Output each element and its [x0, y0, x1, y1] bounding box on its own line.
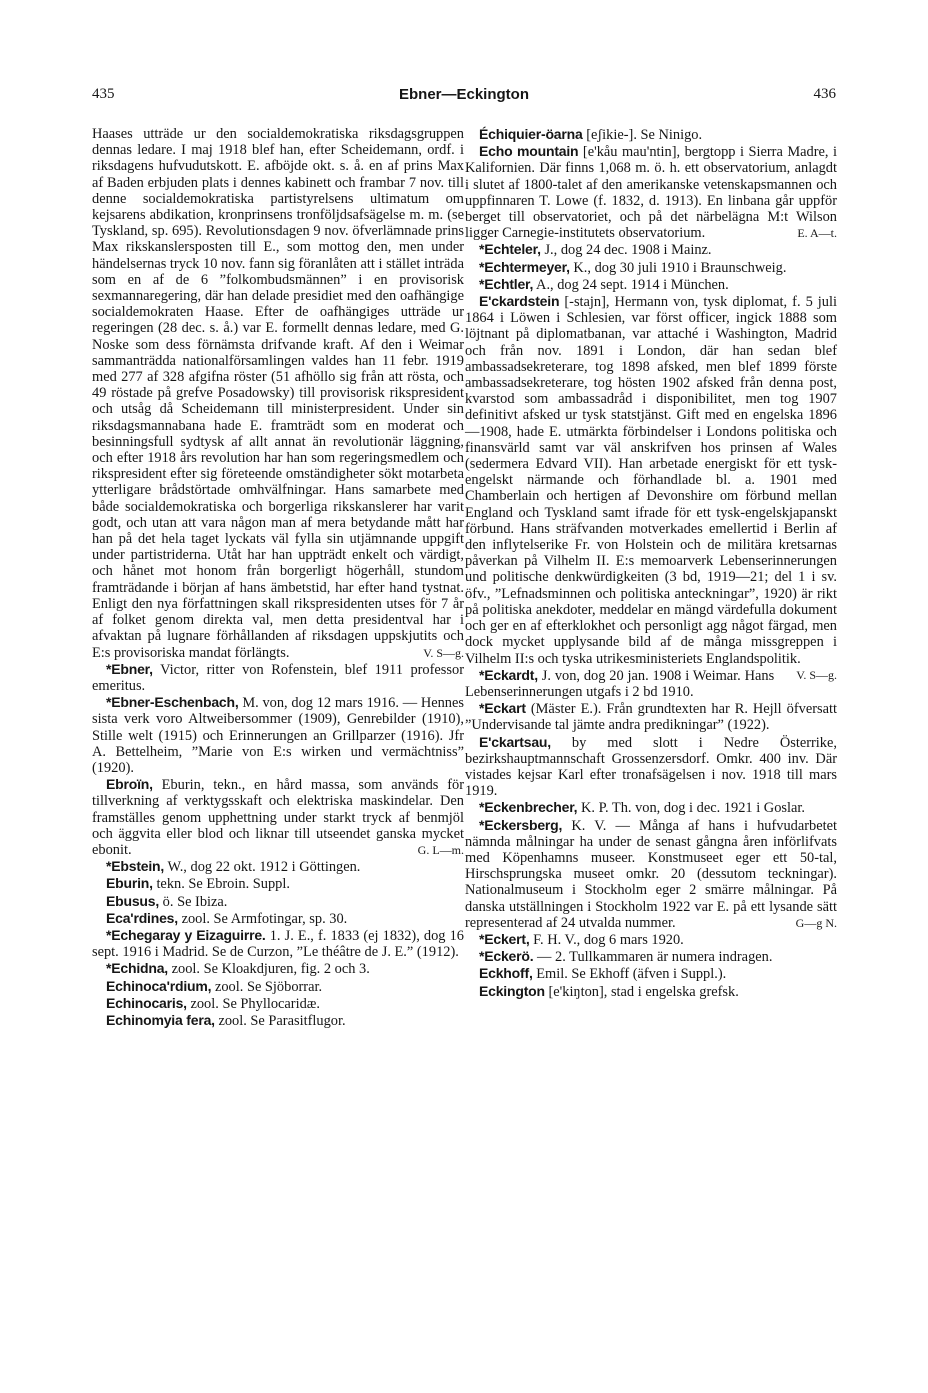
dictionary-entry: [92, 927, 464, 960]
dictionary-entry: [92, 858, 464, 875]
dictionary-entry: [92, 694, 464, 776]
dictionary-entry: [92, 776, 464, 858]
entry-text: — 2. Tullkammaren är numera indragen.: [537, 949, 773, 966]
entry-text: Haases utträde ur den socialdemokratiska riksdagsgruppen dennas ledare. I maj 1918 blef han, efter Scheidemann, ordf. i riksdagens hufvudutskott. E. afböjde okt. s. å. en af prins Max af Baden erbjuden plats i dennes kabinett och frambar 7 nov. till denne socialdemokratiska partistyrelsens ultimatum om kejsarens abdikation, kronprinsens tronföljdsafsägelse m. m. (se Tyskland, sp. 695). Revolutionsdagen 9 nov. öfverlämnade prins Max rikskanslersposten till E., som mottog den, men under händelsernas tryck 10 nov. fann sig föranlåten att i stället inträda som en af de 6 ”folkombudsmännen” i en provisorisk sexmannaregering, där han delade presidiet med den oafhängige socialdemokraten Haase. Efter de oafhängiges utträde ur regeringen (28 dec. s. å.) var E. formellt dennas ledare, med G. Noske som dess förnämsta drifvande kraft. Af den i Weimar sammanträdda nationalförsamlingen valdes han 11 febr. 1919 med 277 af 328 afgifna röster (51 afhöllo sig från att rösta, och 49 röstade på grefve Posadowsky) till provisorisk rikspresident och utsåg då Scheidemann till ministerpresident. Under sin riksdagsmannabana hade E. framträdt som en moderat och besinningsfull sydtysk af allt annat än revolutionär läggning, och efter 1918 års revolution har han som regeringsmedlem och rikspresident efter sig företeende omständigheter sökt motarbeta ytterligare brådstörtade omhvälfningar. Hans samarbete med både socialdemokratiska och borgerliga rikskanslerer har varit godt, och utan att vara någon man af mera betydande mått har han på det hela taget lyckats väl fylla sin utjämnande uppgift under partistriderna. Utåt har han uppträdt enkelt och värdigt, och hånet mot honom från borgerligt högerhåll, stundom framträdande i början af hans ämbetstid, har efter hand tystnat. Enligt den nya författningen skall rikspresidenten utses för 7 år af folket genom direkta val, men detta presidentval har i afvaktan på lugnare förhållanden af riksdagen uppskjutits och E:s provisoriska mandat förlängts.: [92, 126, 464, 661]
entry-headword: *Eckenbrecher,: [479, 799, 578, 816]
dictionary-entry: [465, 983, 837, 1000]
entry-text: Victor, ritter von Rofenstein, blef 1911 professor emeritus.: [92, 661, 464, 694]
dictionary-entry: [465, 700, 837, 733]
author-signature: G. L—m.: [417, 842, 464, 857]
entry-text: A., dog 24 sept. 1914 i München.: [536, 276, 729, 293]
entry-text: ö. Se Ibiza.: [162, 893, 228, 910]
entry-headword: *Echtler,: [479, 275, 534, 292]
dictionary-entry: [465, 817, 837, 931]
entry-text: W., dog 22 okt. 1912 i Göttingen.: [167, 859, 361, 876]
entry-headword: E'ckardstein: [479, 293, 560, 310]
dictionary-entry: [465, 143, 837, 241]
entry-text: [eʃikie-]. Se Ninigo.: [586, 127, 703, 143]
page-header: [92, 86, 836, 108]
dictionary-entry: [92, 893, 464, 910]
entry-headword: Echinocaris,: [106, 994, 187, 1011]
entry-headword: Eckington: [479, 982, 545, 999]
entry-headword: Eckhoff,: [479, 965, 533, 982]
dictionary-entry: [92, 960, 464, 977]
dictionary-entry: [465, 948, 837, 965]
entry-text: 1. J. E., f. 1833 (ej 1832), dog 16 sept. 1916 i Madrid. Se de Curzon, ”Le théâtre de J. E.” (1912).: [92, 927, 464, 961]
entry-headword: *Echtermeyer,: [479, 258, 570, 275]
entry-headword: *Eckert,: [479, 930, 530, 947]
entry-text: [e'kåu mau'ntin], bergtopp i Sierra Madre, i Kalifornien. Där finns 1,068 m. ö. h. ett observatorium, anlagdt i slutet af 1800-talet af den amerikanske vetenskapsmannen och uppfinnaren T. Lowe (f. 1832, d. 1913). En linbana går uppför berget till observatoriet, och på det närbelägna M:t Wilson ligger Carnegie-institutets observatorium.: [465, 144, 837, 242]
dictionary-entry: [465, 931, 837, 948]
entry-headword: E'ckartsau,: [479, 733, 551, 750]
entry-text: K. V. — Många af hans i hufvudarbetet nämnda målningar ha under de senast gångna åren införlifvats med Köpenhamns museer. Konstmuseet eger ett 50-tal, Hirschsprungska museet omkr. 20 (dessutom teckningar). Nationalmuseum i Stockholm eger 2 smärre målningar. På danska utställningen i Stockholm 1922 var E. på ett lysande sätt representerad af 24 utvalda nummer.: [465, 817, 837, 931]
dictionary-entry: [92, 910, 464, 927]
entry-headword: *Eckardt,: [479, 666, 538, 683]
dictionary-entry: [92, 875, 464, 892]
entry-text: Emil. Se Ekhoff (äfven i Suppl.).: [536, 966, 727, 983]
entry-headword: Eburin,: [106, 875, 153, 892]
entry-text: M. von, dog 12 mars 1916. — Hennes sista verk voro Altweibersommer (1909), Genrebilder (1910), Stille welt (1915) och Erinnerungen an Grillparzer (1916). Jfr A. Bettelheim, ”Marie von E:s wirken und vermächtniss” (1920).: [92, 695, 464, 776]
entry-headword: *Ebner,: [106, 660, 153, 677]
entry-headword: *Eckersberg,: [479, 816, 563, 833]
entry-text: [e'kiŋton], stad i engelska grefsk.: [548, 983, 739, 1000]
entry-headword: Eca'rdines,: [106, 909, 178, 926]
dictionary-entry: [92, 126, 464, 661]
entry-text: zool. Se Phyllocaridæ.: [190, 995, 320, 1012]
page-number-left: 435: [92, 86, 115, 102]
entry-text: zool. Se Kloakdjuren, fig. 2 och 3.: [171, 961, 370, 978]
entry-text: tekn. Se Ebroin. Suppl.: [156, 876, 290, 893]
entry-headword: *Echegaray y Eizaguirre.: [106, 926, 266, 943]
entry-headword: *Ebstein,: [106, 858, 165, 875]
dictionary-entry: [465, 799, 837, 816]
dictionary-entry: [92, 995, 464, 1012]
dictionary-entry: [465, 667, 837, 700]
dictionary-entry: [465, 126, 837, 143]
dictionary-entry: [92, 1012, 464, 1029]
right-column: [465, 126, 837, 1000]
page-number-right: 436: [813, 86, 836, 102]
dictionary-entry: [465, 259, 837, 276]
entry-headword: Échiquier-öarna: [479, 126, 583, 142]
entry-text: zool. Se Parasitflugor.: [218, 1012, 346, 1029]
entry-text: K., dog 30 juli 1910 i Braunschweig.: [573, 259, 787, 276]
dictionary-entry: [92, 661, 464, 694]
entry-headword: Ebroïn,: [106, 776, 153, 793]
dictionary-entry: [465, 241, 837, 258]
author-signature: V. S—g.: [423, 645, 464, 660]
author-signature: E. A—t.: [797, 226, 837, 241]
entry-text: zool. Se Sjöborrar.: [214, 978, 323, 995]
running-title: Ebner—Eckington: [398, 86, 529, 103]
entry-headword: Ebusus,: [106, 892, 160, 909]
entry-headword: *Ebner-Eschenbach,: [106, 694, 239, 711]
entry-headword: Echo mountain: [479, 143, 579, 160]
dictionary-entry: [465, 276, 837, 293]
entry-text: (Mäster E.). Från grundtexten har R. Hejll öfversatt ”Undervisande tal jämte andra predikningar” (1922).: [465, 701, 837, 734]
author-signature: V. S—g.: [796, 667, 837, 682]
entry-text: by med slott i Nedre Österrike, bezirkshauptmannschaft Grossenzersdorf. Omkr. 400 inv. Där vistades kejsar Karl efter tronafsägelsen i nov. 1918 till mars 1919.: [465, 734, 837, 800]
entry-headword: *Eckerö.: [479, 948, 534, 965]
entry-headword: *Echidna,: [106, 960, 168, 977]
entry-text: F. H. V., dog 6 mars 1920.: [533, 931, 684, 948]
entry-text: J. von, dog 20 jan. 1908 i Weimar. Hans Lebenserinnerungen utgafs i 2 bd 1910.: [465, 667, 775, 700]
entry-text: K. P. Th. von, dog i dec. 1921 i Goslar.: [580, 800, 805, 817]
dictionary-entry: [92, 978, 464, 995]
dictionary-entry: [465, 965, 837, 982]
entry-text: J., dog 24 dec. 1908 i Mainz.: [544, 242, 712, 259]
entry-headword: Echinoca'rdium,: [106, 977, 212, 994]
entry-text: Eburin, tekn., en hård massa, som används för tillverkning af verktygsskaft och elektriska maskindelar. Den framställes genom upphettning under starkt tryck af benmjöl och äggvita eller blod och liknar till utseendet ganska mycket ebonit.: [92, 777, 464, 858]
dictionary-entry: [465, 734, 837, 800]
author-signature: G—g N.: [795, 915, 837, 930]
left-column: [92, 126, 464, 1029]
entry-headword: *Echteler,: [479, 241, 541, 258]
entry-headword: *Eckart: [479, 700, 526, 717]
entry-headword: Echinomyia fera,: [106, 1011, 215, 1028]
entry-text: zool. Se Armfotingar, sp. 30.: [181, 910, 348, 927]
entry-text: [-stajn], Hermann von, tysk diplomat, f. 5 juli 1864 i Löwen i Schlesien, var först officer, ingick 1888 som löjtnant på diplomatbanan, var attaché i Washington, Madrid och från nov. 1891 i London, där han sedan blef ambassadsekreterare, tog 1898 afsked, men blef 1899 förste ambassadsekreterare, tog hösten 1902 afsked från denna post, kvarstod som ambassadråd i disponibilitet, men tog 1907 definitivt afsked ur tysk statstjänst. Gift med en engelska 1896—1908, hade E. utmärkta förbindelser i Londons politiska och finansvärld samt var väl anskrifven hos prinsen af Wales (sedermera Edvard VII). Han arbetade energiskt för ett tysk-engelskt närmande och förhandlade bl. a. 1901 med Chamberlain och hertigen af Devonshire om förbund mellan England och Tyskland samt ifrade för ett tysk-engelskjapanskt förbund. Hans sträfvanden motverkades emellertid i Berlin af den inflytelserike Fr. von Holstein och de militära kretsarnas påverkan på Vilhelm II. E:s memoarverk Lebenserinnerungen und politische denkwürdigkeiten (3 bd, 1919—21; del 1 i sv. öfv., ”Lefnadsminnen och politiska anteckningar”, 1920) är rikt på politiska anekdoter, meddelar en mängd värdefulla dokument och ger en af efterklokhet och personligt agg något färgad, men dock mycket upplysande bild af de många missgreppen i Vilhelm II:s och tyska utrikesministeriets Englandspolitik.: [465, 294, 837, 667]
